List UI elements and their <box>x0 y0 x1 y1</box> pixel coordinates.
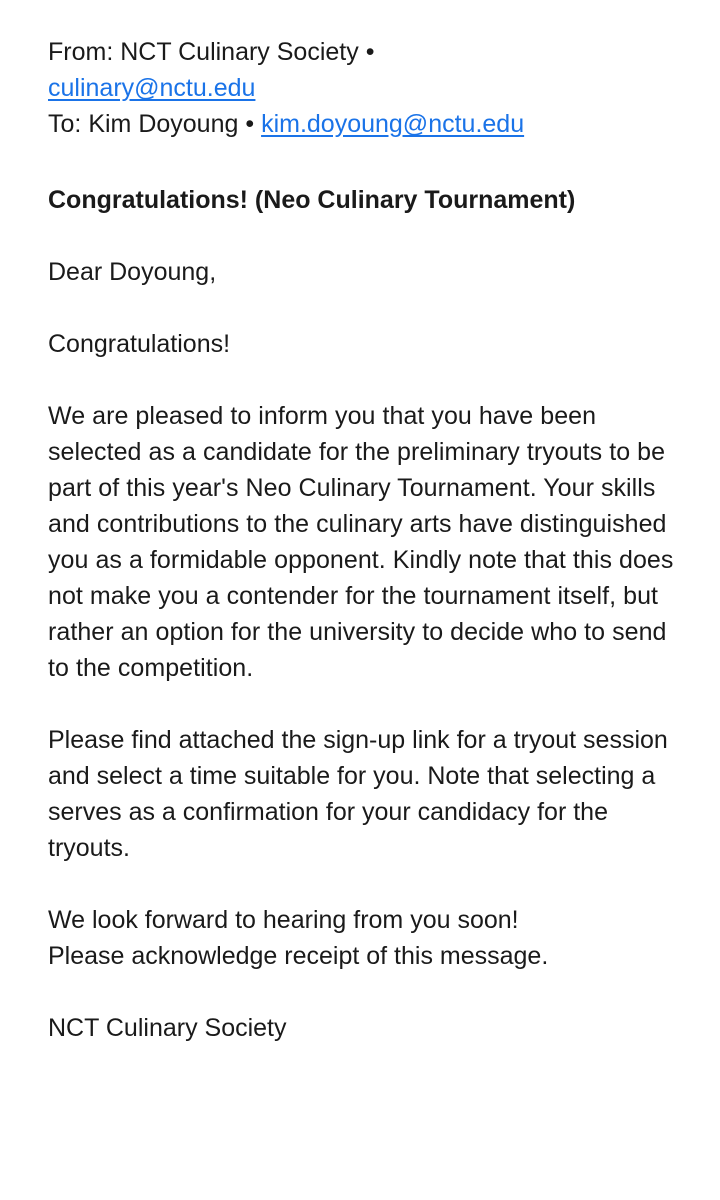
to-line <box>48 106 680 142</box>
body-paragraph-2: Please find attached the sign-up link for a tryout session and select a time suitable for you. Note that selecting a serves as a confirmation for your candidacy for the tryouts. <box>48 726 668 862</box>
email-body <box>48 254 680 1046</box>
body-paragraph-1: We are pleased to inform you that you have been selected as a candidate for the preliminary tryouts to be part of this year's Neo Culinary Tournament. Your skills and contributions to the culinary arts have distinguished you as a formidable opponent. Kindly note that this does not make you a contender for the tournament itself, but rather an option for the university to decide who to send to the competition. <box>48 402 674 682</box>
from-line <box>48 34 680 70</box>
to-email-link[interactable]: kim.doyoung@nctu.edu <box>261 110 525 138</box>
greeting: Dear Doyoung, <box>48 258 217 286</box>
email-subject: Congratulations! (Neo Culinary Tournament) <box>48 186 576 214</box>
from-name: NCT Culinary Society <box>120 38 359 66</box>
from-email-line <box>48 70 680 106</box>
from-email-link[interactable]: culinary@nctu.edu <box>48 74 256 102</box>
from-label: From: <box>48 38 114 66</box>
closing-line-2: Please acknowledge receipt of this message. <box>48 942 549 970</box>
to-separator: • <box>245 110 255 138</box>
to-name: Kim Doyoung <box>88 110 239 138</box>
signature: NCT Culinary Society <box>48 1014 287 1042</box>
to-label: To: <box>48 110 82 138</box>
closing-paragraph <box>48 902 680 974</box>
closing-line-1: We look forward to hearing from you soon! <box>48 906 519 934</box>
opening-line: Congratulations! <box>48 330 231 358</box>
from-separator: • <box>365 38 375 66</box>
email-header <box>48 34 680 142</box>
